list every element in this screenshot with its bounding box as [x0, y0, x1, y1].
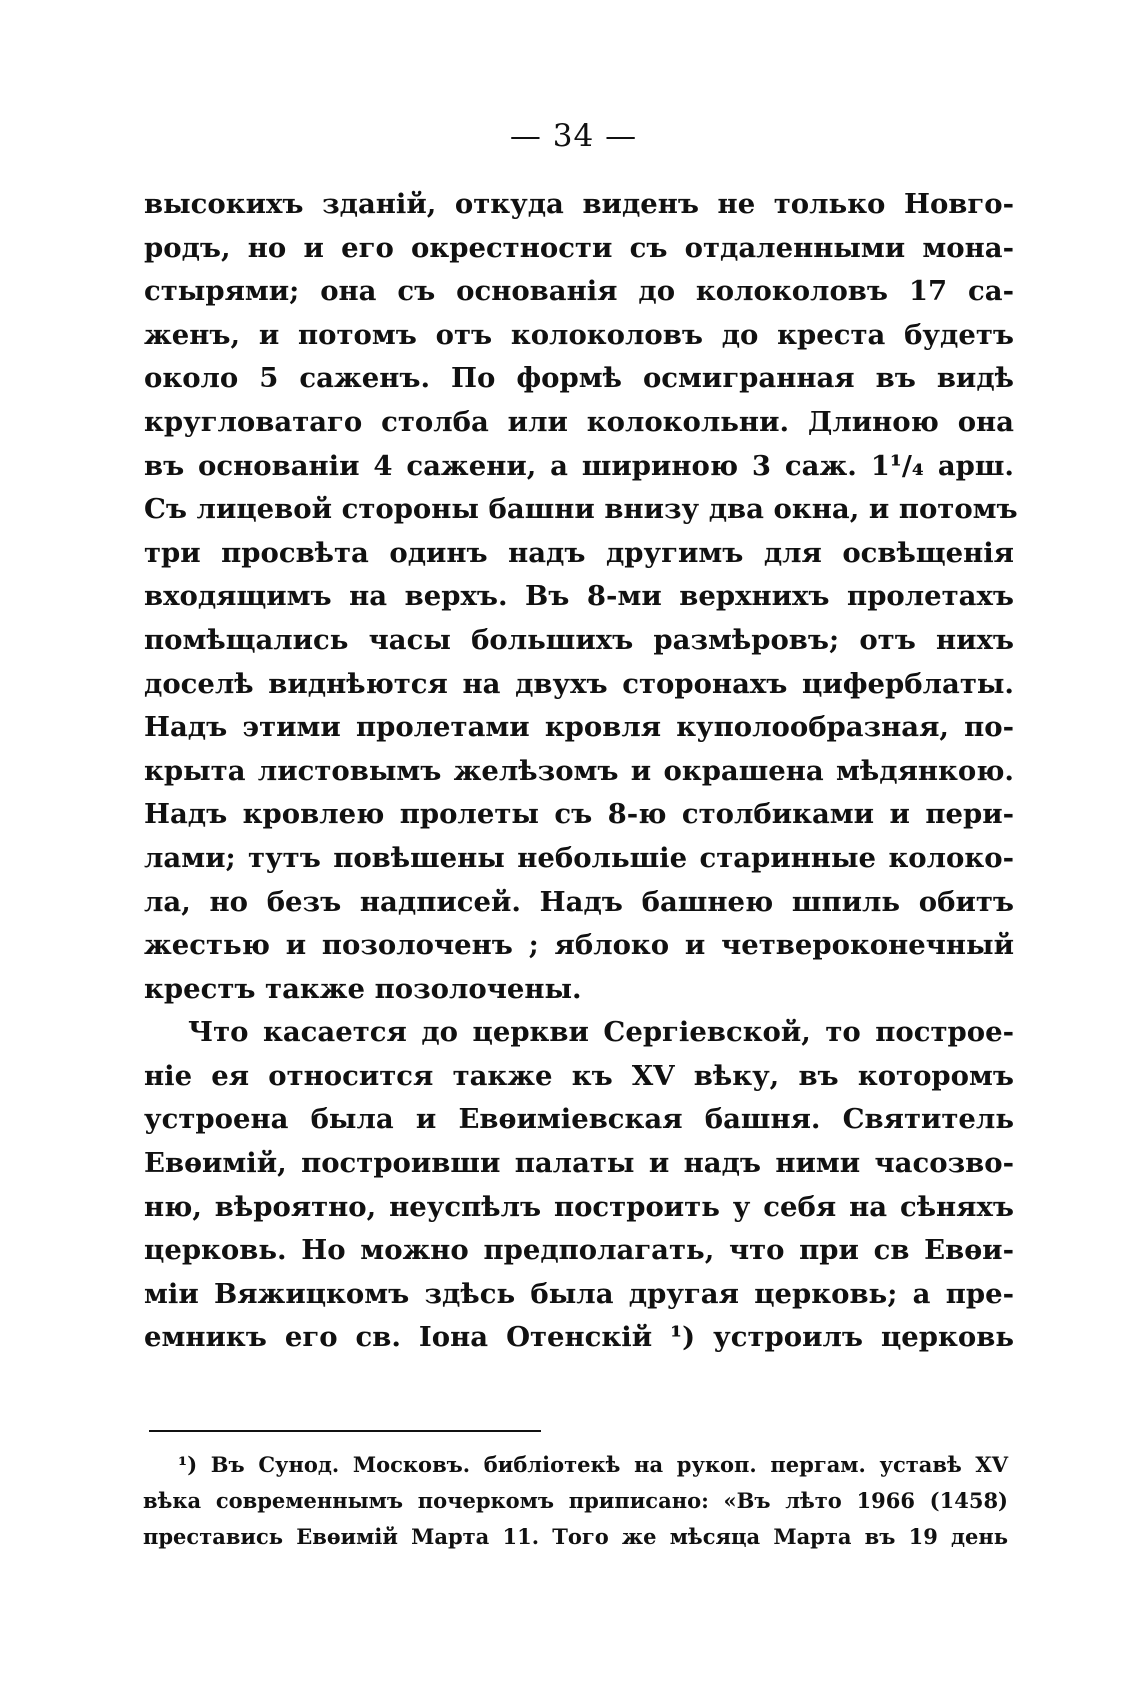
footnote-divider [149, 1430, 541, 1432]
footnotes [143, 1447, 1008, 1555]
text-line: помѣщались часы большихъ размѣровъ; отъ нихъ [144, 623, 1014, 656]
text-line: Что касается до церкви Сергiевской, то построе- [188, 1016, 1014, 1049]
text-line: высокихъ зданiй, откуда виденъ не только Новго- [144, 188, 1014, 220]
text-line: нiе ея относится также къ XV вѣку, въ которомъ [144, 1059, 1014, 1092]
text-line: жестью и позолоченъ ; яблоко и четвероконечный [144, 929, 1014, 962]
text-line: Съ лицевой стороны башни внизу два окна, и потомъ [144, 493, 1018, 526]
text-line: Надъ кровлею пролеты съ 8-ю столбиками и пери- [144, 798, 1014, 831]
text-line: кругловатаго столба или колокольни. Длиною она [144, 405, 1014, 438]
text-line: около 5 саженъ. По формѣ осмигранная въ видѣ [144, 362, 1014, 395]
text-line: лами; тутъ повѣшены небольшiе старинные колоко- [144, 841, 1014, 874]
text-line: въ основанiи 4 сажени, а шириною 3 саж. 1¹/₄ арш. [144, 449, 1014, 482]
text-line: церковь. Но можно предполагать, что при св Евѳи- [144, 1234, 1014, 1267]
text-line: стырями; она съ основанiя до колоколовъ 17 са- [144, 275, 1014, 308]
footnote-line: ¹) Въ Сунод. Московъ. библiотекѣ на рукоп. пергам. уставѣ XV [178, 1452, 1008, 1477]
text-line: Надъ этими пролетами кровля куполообразная, по- [144, 711, 1014, 744]
footnote-line: вѣка современнымъ почеркомъ приписано: «Въ лѣто 1966 (1458) [143, 1488, 1008, 1513]
text-line: доселѣ виднѣются на двухъ сторонахъ циферблаты. [144, 667, 1014, 700]
text-line: три просвѣта одинъ надъ другимъ для освѣщенiя [144, 536, 1014, 569]
body-text [144, 183, 1018, 1360]
text-line: ла, но безъ надписей. Надъ башнею шпиль обитъ [144, 885, 1014, 918]
text-line: устроена была и Евѳимiевская башня. Святитель [144, 1103, 1014, 1136]
page-number: — 34 — [509, 118, 638, 154]
text-line: ню, вѣроятно, неуспѣлъ построить у себя на сѣняхъ [144, 1190, 1014, 1223]
text-line: родъ, но и его окрестности съ отдаленными мона- [144, 231, 1014, 264]
text-line: женъ, и потомъ отъ колоколовъ до креста будетъ [144, 318, 1014, 351]
text-line: емникъ его св. Iона Отенскiй ¹) устроилъ церковь [144, 1321, 1014, 1354]
text-line: крыта листовымъ желѣзомъ и окрашена мѣдянкою. [144, 754, 1014, 787]
footnote-line: преставись Евѳимiй Марта 11. Того же мѣсяца Марта въ 19 день [143, 1524, 1008, 1549]
text-line: крестъ также позолочены. [144, 972, 582, 1005]
text-line: Евѳимiй, построивши палаты и надъ ними часозво- [144, 1147, 1014, 1180]
text-line: мiи Вяжицкомъ здѣсь была другая церковь; а пре- [144, 1277, 1014, 1310]
text-line: входящимъ на верхъ. Въ 8-ми верхнихъ пролетахъ [144, 580, 1014, 613]
